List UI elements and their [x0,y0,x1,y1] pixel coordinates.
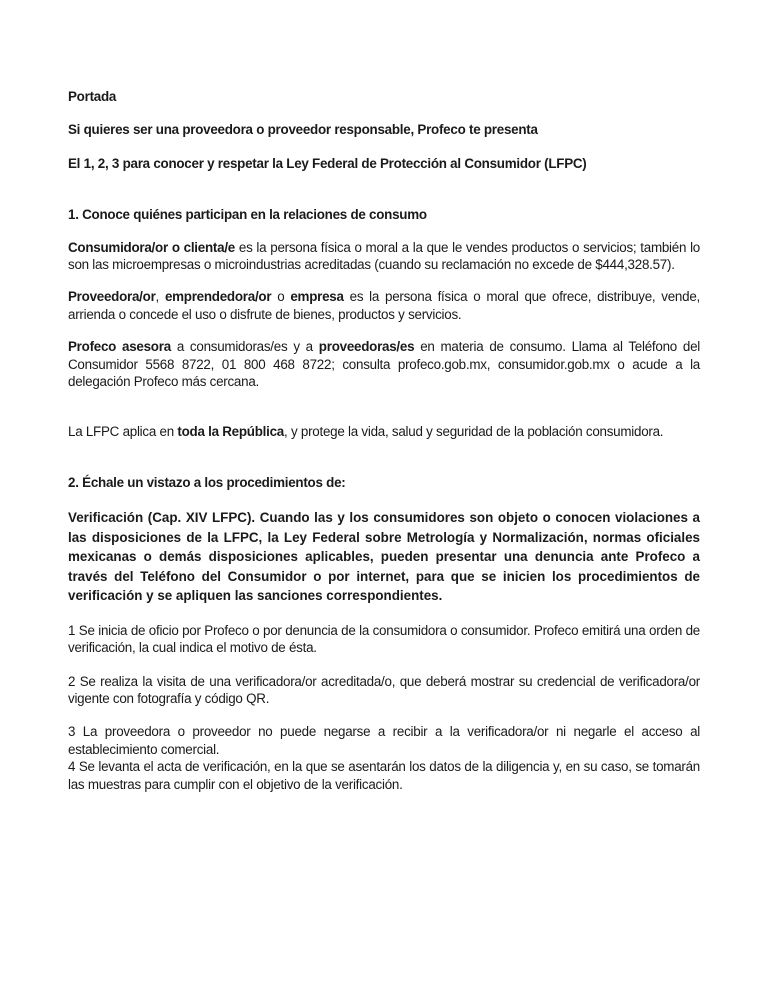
providers-term: proveedoras/es [318,339,415,355]
provider-separator-2: o [271,289,291,305]
cover-subtitle: Si quieres ser una proveedora o proveedor responsable, Profeco te presenta [68,122,538,138]
consumer-text: es la persona física o moral a la que le vendes productos o servicios; también lo son las microempresas o microindustrias acreditadas (cuando su reclamación no excede de $444,328.57). [68,239,700,273]
profeco-term: Profeco asesora [68,339,171,355]
verification-step-4: 4 Se levanta el acta de verificación, en la que se asentarán los datos de la diligencia y, en su caso, se tomarán las muestras para cumplir con el objetivo de la verificación. [68,759,700,792]
profeco-mid: a consumidoras/es y a [170,339,319,355]
section1-heading: 1. Conoce quiénes participan en la relaciones de consumo [68,207,427,223]
provider-separator-1: , [155,289,165,305]
verification-step-2: 2 Se realiza la visita de una verificadora/or acreditada/o, que deberá mostrar su credencial de verificadora/or vigente con fotografía y código QR. [68,673,700,706]
consumer-definition [68,239,700,274]
provider-definition [68,288,700,323]
scope-paragraph [68,423,700,440]
scope-text: , y protege la vida, salud y seguridad de la población consumidora. [284,424,664,440]
scope-pre: La LFPC aplica en [68,424,178,440]
provider-text: es la persona física o moral que ofrece, distribuye, vende, arrienda o concede el uso o disfrute de bienes, productos y servicios. [68,289,700,322]
document-page [68,88,700,793]
section2-heading: 2. Échale un vistazo a los procedimientos de: [68,474,346,490]
verification-step-3: 3 La proveedora o proveedor no puede negarse a recibir a la verificadora/or ni negarle el acceso al establecimiento comercial. [68,724,700,757]
consumer-term: Consumidora/or o clienta/e [68,239,235,255]
provider-term-3: empresa [290,289,344,305]
verification-step-1: 1 Se inicia de oficio por Profeco o por denuncia de la consumidora o consumidor. Profeco emitirá una orden de verificación, la cual indica el motivo de ésta. [68,622,700,656]
scope-term: toda la República [177,424,285,440]
provider-term-2: emprendedora/or [164,289,272,305]
verification-intro: Verificación (Cap. XIV LFPC). Cuando las y los consumidores son objeto o conocen violaciones a las disposiciones de la LFPC, la Ley Federal sobre Metrología y Normalización, normas oficiales mexicanas o demás disposiciones aplicables, pueden presentar una denuncia ante Profeco a través del Teléfono del Consumidor o por internet, para que se inicien los procedimientos de verificación y se apliquen las sanciones correspondientes. [68,510,700,604]
provider-term-1: Proveedora/or [68,289,156,305]
profeco-text: en materia de consumo. Llama al Teléfono del Consumidor 5568 8722, 01 800 468 8722; consulta profeco.gob.mx, consumidor.gob.mx o acude a la delegación Profeco más cercana. [68,339,701,390]
cover-title: El 1, 2, 3 para conocer y respetar la Ley Federal de Protección al Consumidor (LFPC) [68,155,587,171]
profeco-paragraph [68,338,700,390]
cover-label: Portada [68,89,117,104]
